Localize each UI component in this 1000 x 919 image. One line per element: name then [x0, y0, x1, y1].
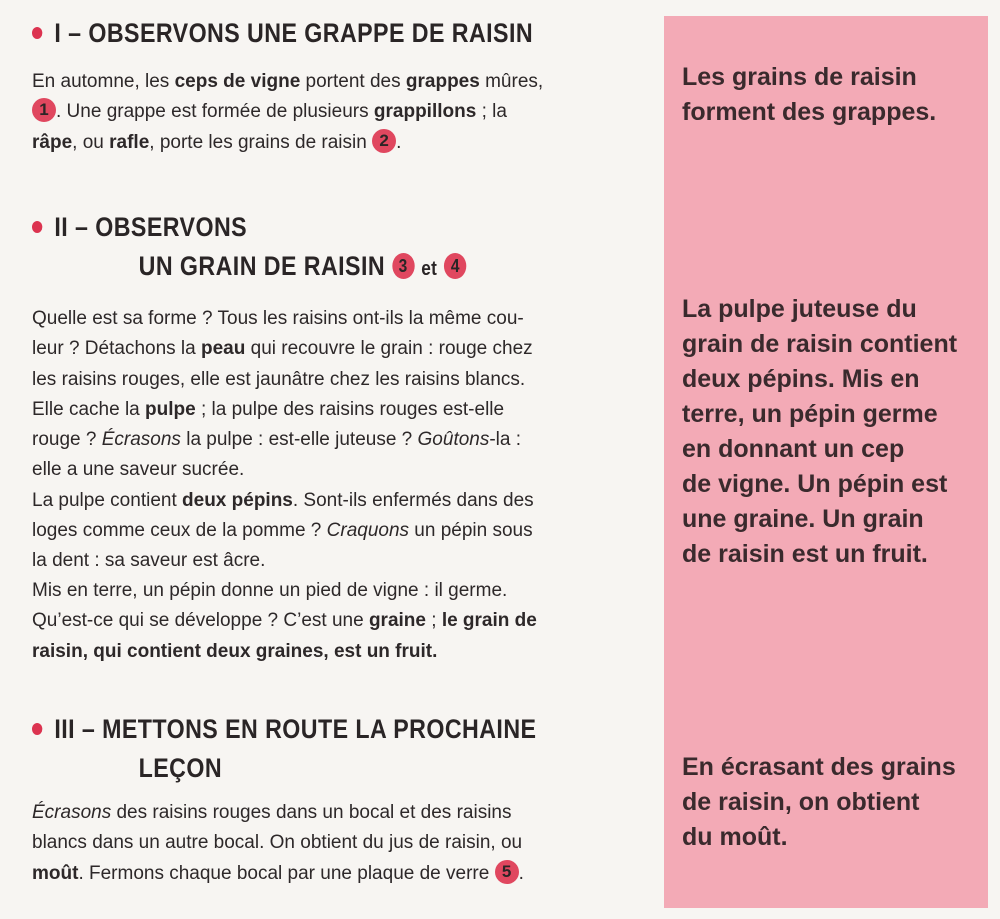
- section-1-text: En automne, les ceps de vigne portent des grappes mûres, 1 . Une grappe est formée de plusieurs grappillons ; la râpe, ou rafle, porte les grains de raisin 2 .: [32, 71, 544, 153]
- section-2-heading-line2: UN GRAIN DE RAISIN 3 et 4: [32, 247, 557, 286]
- section-3-heading: III – METTONS EN ROUTE LA PROCHAINE: [32, 710, 557, 749]
- summary-box-1: Les grains de raisin forment des grappes.: [682, 63, 937, 126]
- figure-badge-3: 3: [392, 253, 414, 279]
- section-2: [32, 208, 642, 667]
- summary-box-3: En écrasant des grains de raisin, on obtient du moût.: [682, 753, 956, 851]
- section-1-heading: I – OBSERVONS UNE GRAPPE DE RAISIN: [32, 14, 557, 53]
- figure-badge-5: 5: [495, 860, 519, 884]
- section-2-text: Quelle est sa forme ? Tous les raisins ont-ils la même cou- leur ? Détachons la peau qui recouvre le grain : rouge chez les raisins rouges, elle est jaunâtre chez les raisins blancs. Elle cache la pulpe ; la pulpe des raisins rouges est-elle rouge ? Écrasons la pulpe : est-elle juteuse ? Goûtons-la : elle a une saveur sucrée. La pulpe contient deux pépins. Sont-ils enfermés dans des loges comme ceux de la pomme ? Craquons un pépin sous la dent : sa saveur est âcre. Mis en terre, un pépin donne un pied de vigne : il germe. Qu’est-ce qui se développe ? C’est une graine ; le grain de raisin, qui contient deux graines, est un fruit.: [32, 308, 537, 662]
- bullet-icon: [32, 221, 42, 233]
- section-3-text: Écrasons des raisins rouges dans un bocal et des raisins blancs dans un autre bocal. On obtient du jus de raisin, ou moût. Fermons chaque bocal par une plaque de verre 5 .: [32, 802, 524, 884]
- bullet-icon: [32, 723, 42, 735]
- section-2-heading: II – OBSERVONS: [32, 208, 557, 247]
- figure-badge-2: 2: [372, 129, 396, 153]
- summary-box-2: La pulpe juteuse du grain de raisin contient deux pépins. Mis en terre, un pépin germe en donnant un cep de vigne. Un pépin est une graine. Un grain de raisin est un fruit.: [682, 295, 958, 568]
- figure-badge-4: 4: [444, 253, 466, 279]
- figure-badge-1: 1: [32, 98, 56, 122]
- section-3-heading-line2: LEÇON: [138, 753, 223, 784]
- section-3: [32, 710, 642, 889]
- bullet-icon: [32, 27, 42, 39]
- section-1: [32, 14, 642, 158]
- summary-sidebar: [664, 16, 988, 908]
